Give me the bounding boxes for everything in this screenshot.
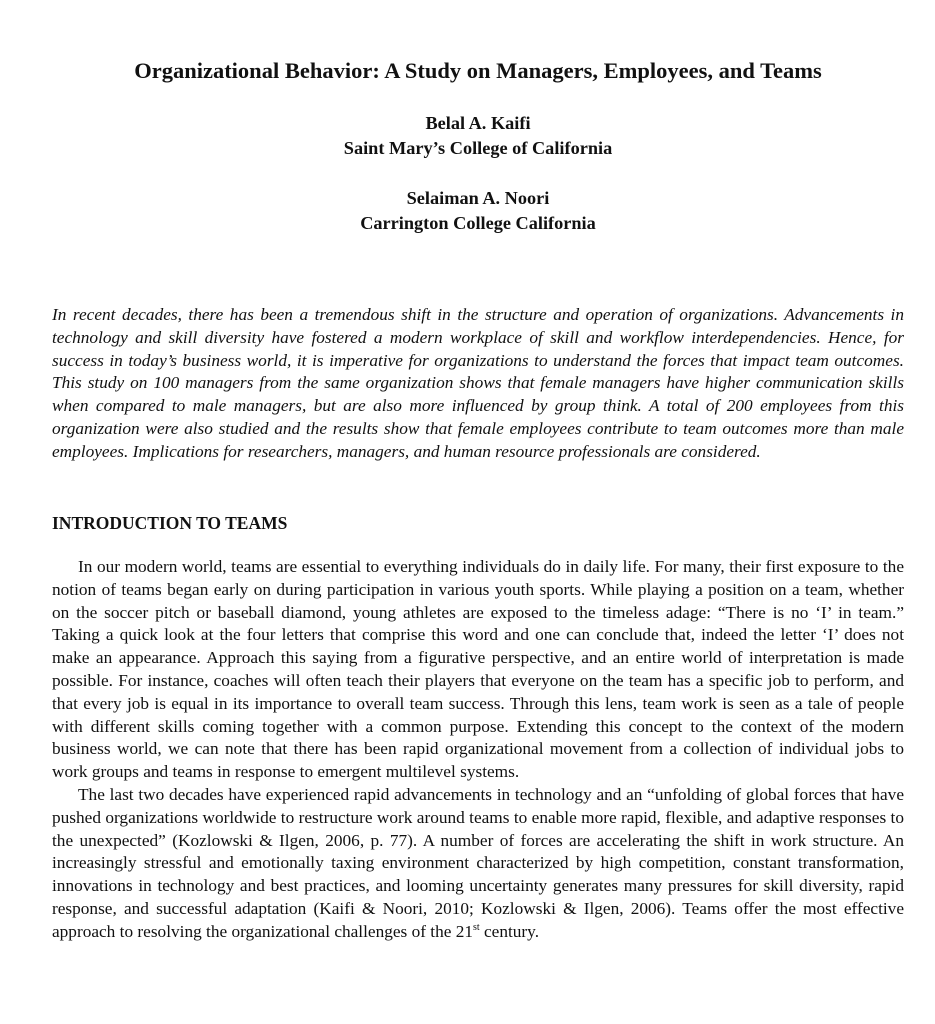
author-affiliation: Carrington College California	[360, 213, 596, 233]
body-paragraph-2	[52, 784, 904, 944]
ordinal-superscript: st	[473, 921, 480, 933]
section-body	[52, 556, 904, 944]
author-block-1	[52, 111, 904, 161]
section-heading: INTRODUCTION TO TEAMS	[52, 513, 288, 533]
paragraph-2-end: century.	[479, 921, 540, 941]
paragraph-2-text: The last two decades have experienced rapid advancements in technology and an “unfolding of global forces that have pushed organizations worldwide to restructure work around teams to enable more rapid, flexible, and adaptive responses to the unexpected” (Kozlowski & Ilgen, 2006, p. 77). A number of forces are accelerating the shift in work structure. An increasingly stressful and emotionally taxing environment characterized by high competition, constant transformation, innovations in technology and best practices, and looming uncertainty generates many pressures for skill diversity, rapid response, and successful adaptation (Kaifi & Noori, 2010; Kozlowski & Ilgen, 2006). Teams offer the most effective approach to resolving the organizational challenges of the 21	[52, 784, 904, 941]
paper-title: Organizational Behavior: A Study on Managers, Employees, and Teams	[134, 58, 822, 83]
author-affiliation: Saint Mary’s College of California	[343, 138, 613, 158]
author-name: Belal A. Kaifi	[425, 113, 531, 133]
abstract: In recent decades, there has been a tremendous shift in the structure and operation of organizations. Advancements in technology and skill diversity have fostered a modern workplace of skill and workflow interdependencies. Hence, for success in today’s business world, it is imperative for organizations to understand the forces that impact team outcomes. This study on 100 managers from the same organization shows that female managers have higher communication skills when compared to male managers, but are also more influenced by group think. A total of 200 employees from this organization were also studied and the results show that female employees contribute to team outcomes more than male employees. Implications for researchers, managers, and human resource professionals are considered.	[52, 305, 904, 461]
author-block-2	[52, 186, 904, 236]
body-paragraph-1: In our modern world, teams are essential to everything individuals do in daily life. For many, their first exposure to the notion of teams began early on during participation in various youth sports. While playing a position on a team, whether on the soccer pitch or baseball diamond, young athletes are exposed to the timeless adage: “There is no ‘I’ in team.” Taking a quick look at the four letters that comprise this word and one can conclude that, indeed the letter ‘I’ does not make an appearance. Approach this saying from a figurative perspective, and an entire world of interpretation is made possible. For instance, coaches will often teach their players that everyone on the team has a specific job to perform, and that every job is equal in its importance to overall team success. Through this lens, team work is seen as a tale of people with different skills coming together with a common purpose. Extending this concept to the context of the modern business world, we can note that there has been rapid organizational movement from a collection of individual jobs to work groups and teams in response to emergent multilevel systems.	[52, 557, 904, 782]
author-name: Selaiman A. Noori	[406, 188, 550, 208]
